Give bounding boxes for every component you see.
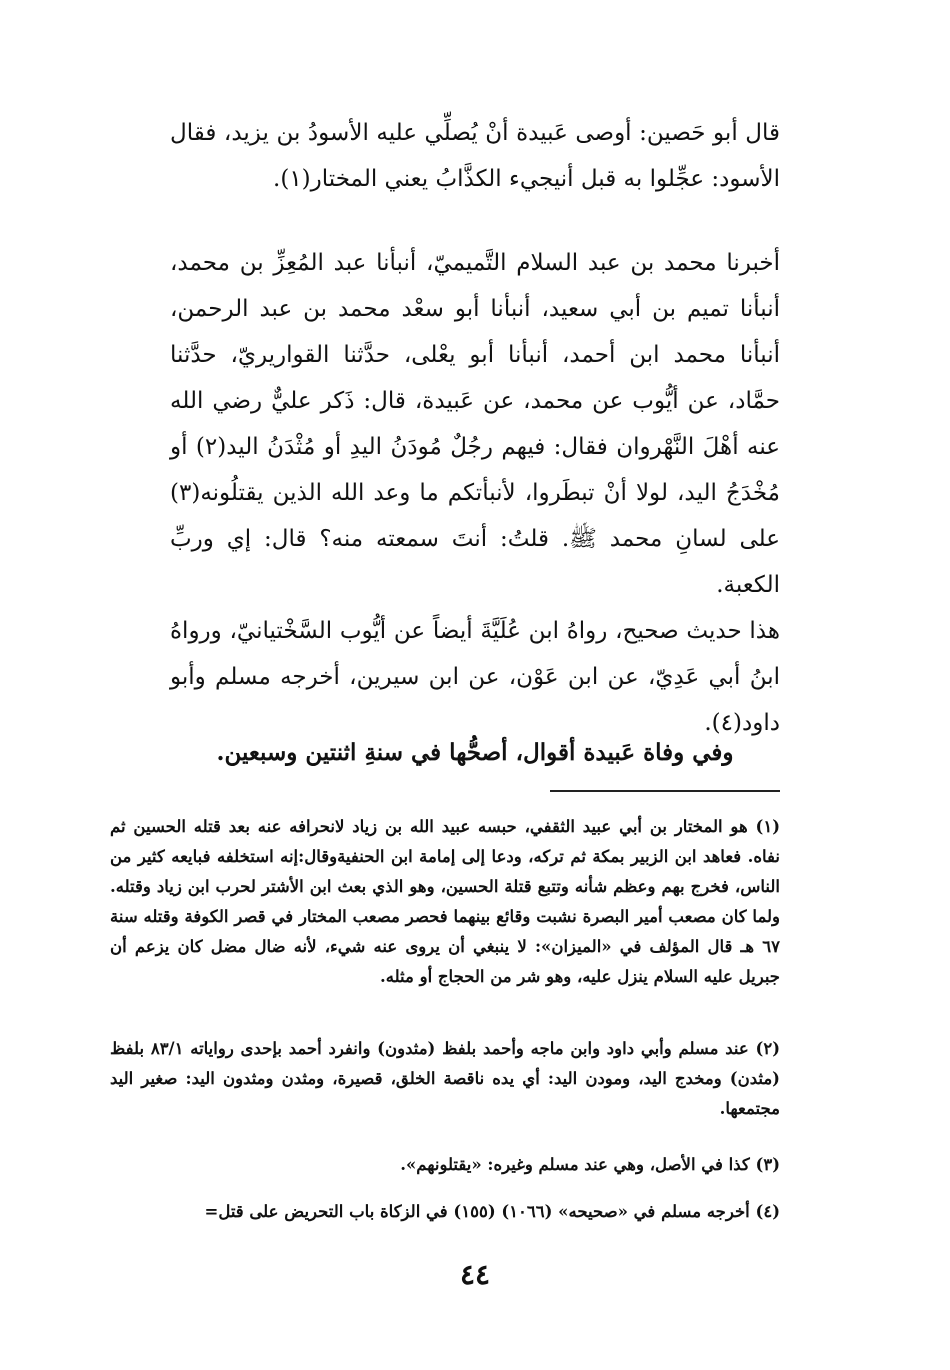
paragraph-death-year: وفي وفاة عَبيدة أقوال، أصحُّها في سنةِ اثنتين وسبعين. [216,739,734,766]
footnote-1: (١) هو المختار بن أبي عبيد الثقفي، حبسه عبيد الله بن زياد لانحرافه عنه بعد قتله الحسين ثم نفاه. فعاهد ابن الزبير بمكة ثم تركه، ودعا إلى إمامة ابن الحنفيةوقال:إنه استخلفه فبايعه كثير من الناس، فخرج بهم وعظم شأنه وتتبع قتلة الحسين، وهو الذي بعث ابن الأشتر لحرب ابن زياد وقتله. ولما كان مصعب أمير البصرة نشبت وقائع بينهما فحصر مصعب المختار في قصر الكوفة وقتله سنة ٦٧ هـ قال المؤلف في «الميزان»: لا ينبغي أن يروى عنه شيء، لأنه ضال مضل كان يزعم أن جبريل عليه السلام ينزل عليه، وهو شر من الحجاج أو مثله. [110,817,780,986]
paragraph-abu-hasin: قال أبو حَصين: أوصى عَبيدة أنْ يُصلِّي عليه الأسودُ بن يزيد، فقال الأسود: عجِّلوا به قبل أنيجيء الكذَّابُ يعني المختار(١). [170,120,780,192]
page-number: ٤٤ [459,1258,491,1291]
footnote-4: (٤) أخرجه مسلم في «صحيحه» (١٠٦٦) (١٥٥) في الزكاة باب التحريض على قتل= [204,1202,780,1221]
footnote-3: (٣) كذا في الأصل، وهي عند مسلم وغيره: «يقتلونهم». [400,1155,780,1174]
footnote-separator [550,790,780,792]
paragraph-hadith-grading: هذا حديث صحيح، رواهُ ابن عُلَيَّةَ أيضاً عن أيُّوب السَّخْتيانيّ، ورواهُ ابنُ أبي عَدِيّ، عن ابن عَوْن، عن ابن سيرين، أخرجه مسلم وأبو داود(٤). [170,618,780,736]
paragraph-hadith-chain: أخبرنا محمد بن عبد السلام التَّميميّ، أنبأنا عبد المُعِزِّ بن محمد، أنبأنا تميم بن أبي سعيد، أنبأنا أبو سعْد محمد بن عبد الرحمن، أنبأنا محمد ابن أحمد، أنبأنا أبو يعْلى، حدَّثنا القواريريّ، حدَّثنا حمَّاد، عن أيُّوب عن محمد، عن عَبيدة، قال: ذَكر عليٌّ رضي الله عنه أهْلَ النَّهْروان فقال: فيهم رجُلٌ مُودَنُ اليدِ أو مُثْدَنُ اليد(٢) أو مُخْدَجُ اليد، لولا أنْ تبطَروا، لأنبأتكم ما وعد الله الذين يقتلُونه(٣) على لسانِ محمد ﷺ. قلتُ: أنتَ سمعته منه؟ قال: إي وربِّ الكعبة. [170,250,780,598]
footnote-2: (٢) عند مسلم وأبي داود وابن ماجه وأحمد بلفظ (مثدون) وانفرد أحمد بإحدى رواياته ٨٣/١ بلفظ (مثدن) ومخدج اليد، ومودن اليد: أي يده ناقصة الخلق، قصيرة، ومثدن ومثدون اليد: صغير اليد مجتمعها. [110,1039,780,1118]
